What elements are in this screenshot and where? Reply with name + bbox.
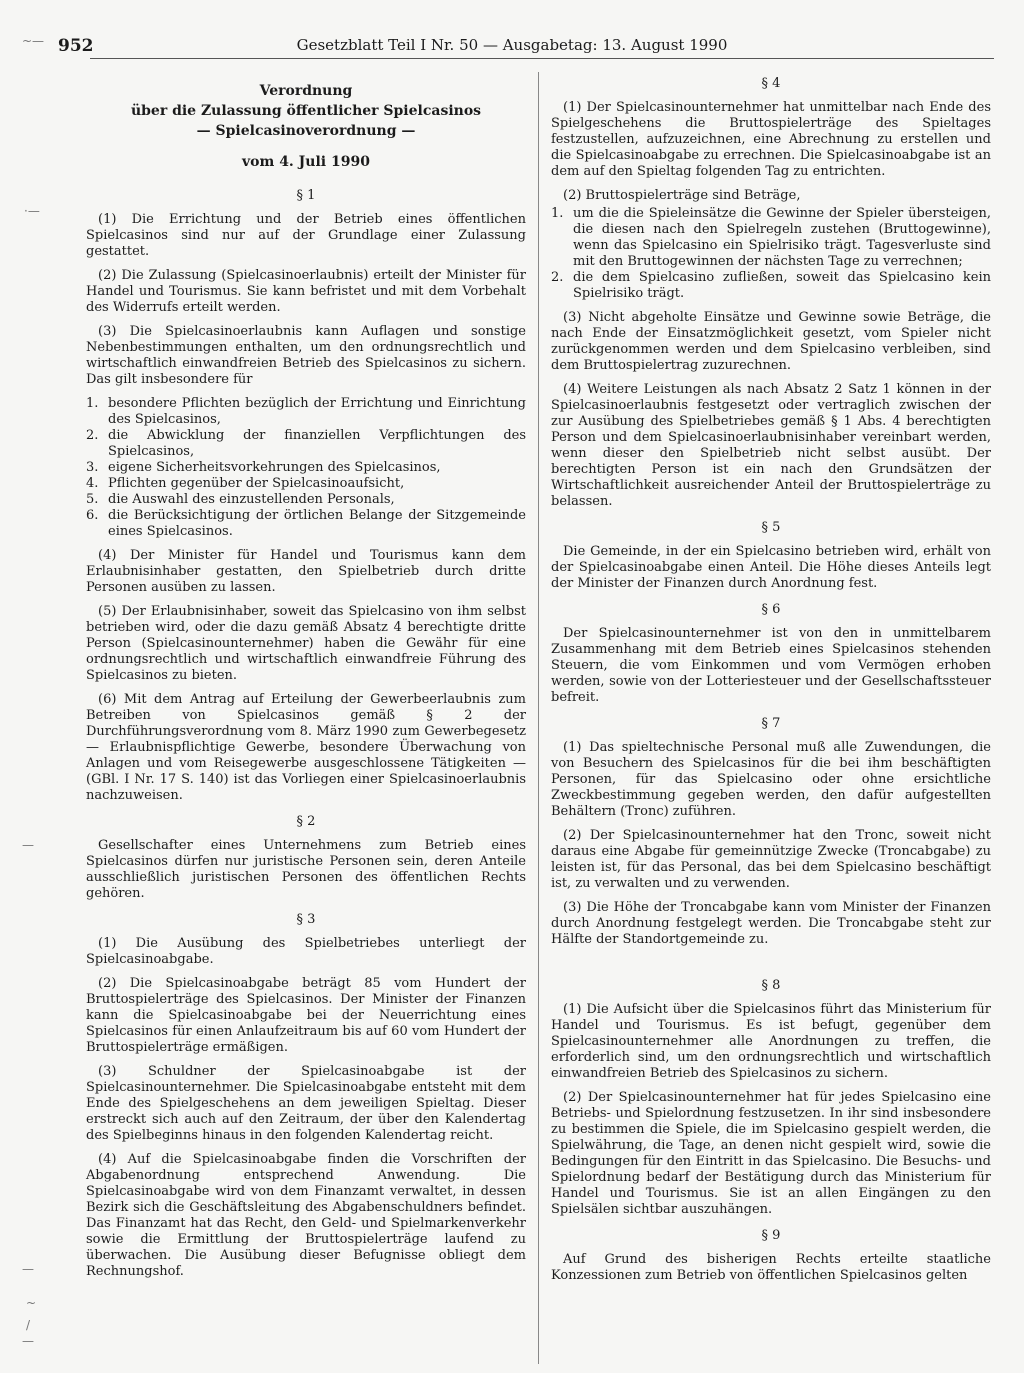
paragraph: (1) Der Spielcasinounternehmer hat unmittelbar nach Ende des Spielgeschehens die Bruttospielerträge des Spieltages festzustellen, aufzuzeichnen, eine Abrechnung zu erstellen und die Spielcasinoabgabe zu errechnen. Die Spielcasinoabgabe ist an dem auf den Spieltag folgenden Tag zu entrichten.	[551, 100, 991, 179]
paragraph: Der Spielcasinounternehmer ist von den in unmittelbarem Zusammenhang mit dem Betrieb eines Spielcasinos stehenden Steuern, die vom Einkommen und vom Vermögen erhoben werden, sowie von der Lotteriesteuer und der Gesellschaftssteuer befreit.	[551, 626, 991, 705]
paragraph: (4) Auf die Spielcasinoabgabe finden die Vorschriften der Abgabenordnung entsprechend Anwendung. Die Spielcasinoabgabe wird von dem Finanzamt verwaltet, in dessen Bezirk sich die Geschäftsleitung des Abgabenschuldners befindet. Das Finanzamt hat das Recht, den Geld- und Spielmarkenverkehr sowie die Ermittlung der Bruttospielerträge laufend zu überwachen. Die Ausübung dieser Befugnisse obliegt dem Rechnungshof.	[86, 1152, 526, 1279]
ordinance-subtitle: über die Zulassung öffentlicher Spielcasinos	[130, 103, 482, 119]
list-item: 2. die Abwicklung der finanziellen Verpflichtungen des Spielcasinos,	[86, 428, 526, 459]
list-item: 5. die Auswahl des einzustellenden Personals,	[86, 492, 395, 507]
left-column	[86, 80, 526, 1288]
paragraph: (3) Schuldner der Spielcasinoabgabe ist der Spielcasinounternehmer. Die Spielcasinoabgabe entsteht mit dem Ende des Spielgeschehens an dem jeweiligen Spieltag. Dieser erstreckt sich auch auf den Zeitraum, der über den Kalendertag des Spielbeginns hinaus in den folgenden Kalendertag reicht.	[86, 1064, 526, 1143]
margin-mark: ·—	[24, 204, 40, 218]
list-item: 1. um die die Spieleinsätze die Gewinne der Spieler übersteigen, die diesen nach den Spielregeln zustehen (Bruttogewinne), wenn das Spielcasino ein Spielrisiko trägt. Tagesverluste sind mit den Bruttogewinnen der nächsten Tage zu verrechnen;	[551, 206, 991, 269]
ordinance-date: vom 4. Juli 1990	[242, 154, 370, 170]
enumerated-list	[86, 396, 526, 540]
paragraph: Die Gemeinde, in der ein Spielcasino betrieben wird, erhält von der Spielcasinoabgabe einen Anteil. Die Höhe dieses Anteils legt der Minister der Finanzen durch Anordnung fest.	[551, 544, 991, 591]
section-heading: § 2	[296, 814, 316, 829]
paragraph: (5) Der Erlaubnisinhaber, soweit das Spielcasino von ihm selbst betrieben wird, oder die dazu gemäß Absatz 4 berechtigte dritte Person (Spielcasinounternehmer) haben die Gewähr für eine ordnungsrechtlich und wirtschaftlich einwandfreie Führung des Spielcasinos zu bieten.	[86, 604, 526, 683]
margin-mark: —	[22, 1334, 34, 1348]
section-heading: § 7	[761, 716, 781, 731]
paragraph: Gesellschafter eines Unternehmens zum Betrieb eines Spielcasinos dürfen nur juristische Personen sein, deren Anteile ausschließlich juristischen Personen des öffentlichen Rechts gehören.	[86, 838, 526, 901]
paragraph: (1) Das spieltechnische Personal muß alle Zuwendungen, die von Besuchern des Spielcasinos für die bei ihm beschäftigten Personen, für das Spielcasino oder ohne ersichtliche Zweckbestimmung gegeben werden, den dafür aufgestellten Behältern (Tronc) zuführen.	[551, 740, 991, 819]
paragraph: (4) Weitere Leistungen als nach Absatz 2 Satz 1 können in der Spielcasinoerlaubnis festgesetzt oder vertraglich zwischen der zur Ausübung des Spielbetriebes gemäß § 1 Abs. 4 berechtigten Person und dem Spielcasinoerlaubnisinhaber vereinbart werden, wenn dieser den Spielbetrieb nicht selbst ausübt. Der berechtigten Person ist ein nach den Grundsätzen der Wirtschaftlichkeit ausreichender Anteil der Bruttospielerträge zu belassen.	[551, 382, 991, 509]
ordinance-title: Verordnung	[259, 83, 353, 99]
section-heading: § 4	[761, 76, 781, 91]
page-number: 952	[58, 36, 94, 56]
margin-mark: —	[22, 838, 34, 852]
paragraph: (2) Die Zulassung (Spielcasinoerlaubnis) erteilt der Minister für Handel und Tourismus. Sie kann befristet und mit dem Vorbehalt des Widerrufs erteilt werden.	[86, 268, 526, 315]
column-divider	[538, 72, 539, 1364]
margin-mark: ~	[26, 1296, 37, 1310]
paragraph: (1) Die Errichtung und der Betrieb eines öffentlichen Spielcasinos sind nur auf der Grundlage einer Zulassung gestattet.	[86, 212, 526, 259]
list-item: 1. besondere Pflichten bezüglich der Errichtung und Einrichtung des Spielcasinos,	[86, 396, 526, 427]
paragraph: (3) Die Spielcasinoerlaubnis kann Auflagen und sonstige Nebenbestimmungen enthalten, um den ordnungsrechtlich und wirtschaftlich einwandfreien Betrieb des Spielcasinos zu sichern. Das gilt insbesondere für	[86, 324, 526, 387]
section-heading: § 5	[761, 520, 781, 535]
paragraph: (3) Die Höhe der Troncabgabe kann vom Minister der Finanzen durch Anordnung festgelegt werden. Die Troncabgabe steht zur Hälfte der Standortgemeinde zu.	[551, 900, 991, 947]
paragraph: (4) Der Minister für Handel und Tourismus kann dem Erlaubnisinhaber gestatten, den Spielbetrieb durch dritte Personen ausüben zu lassen.	[86, 548, 526, 595]
paragraph: (2) Der Spielcasinounternehmer hat den Tronc, soweit nicht daraus eine Abgabe für gemeinnützige Zwecke (Troncabgabe) zu leisten ist, für das Personal, das bei dem Spielcasino beschäftigt ist, zu verwalten und zu verwenden.	[551, 828, 991, 891]
section-heading: § 1	[296, 188, 316, 203]
list-item: 4. Pflichten gegenüber der Spielcasinoaufsicht,	[86, 476, 405, 491]
running-header: Gesetzblatt Teil I Nr. 50 — Ausgabetag: 13. August 1990	[296, 36, 728, 54]
margin-mark: ~—	[22, 34, 45, 48]
paragraph: (3) Nicht abgeholte Einsätze und Gewinne sowie Beträge, die nach Ende der Einsatzmöglichkeit gesetzt, vom Spieler nicht zurückgenommen werden und dem Spielcasino verbleiben, sind dem Bruttospielertrag zuzurechnen.	[551, 310, 991, 373]
section-heading: § 6	[761, 602, 781, 617]
list-item: 2. die dem Spielcasino zufließen, soweit das Spielcasino kein Spielrisiko trägt.	[551, 270, 991, 301]
paragraph: Auf Grund des bisherigen Rechts erteilte staatliche Konzessionen zum Betrieb von öffentlichen Spielcasinos gelten	[551, 1252, 991, 1283]
paragraph: (6) Mit dem Antrag auf Erteilung der Gewerbeerlaubnis zum Betreiben von Spielcasinos gemäß § 2 der Durchführungsverordnung vom 8. März 1990 zum Gewerbegesetz — Erlaubnispflichtige Gewerbe, besondere Überwachung von Anlagen und vom Reisegewerbe ausgeschlossene Tätigkeiten — (GBl. I Nr. 17 S. 140) ist das Vorliegen einer Spielcasinoerlaubnis nachzuweisen.	[86, 692, 526, 803]
ordinance-short-title: — Spielcasinoverordnung —	[196, 123, 416, 139]
section-heading: § 9	[761, 1228, 781, 1243]
paragraph: (2) Bruttospielerträge sind Beträge,	[563, 188, 801, 203]
paragraph: (1) Die Ausübung des Spielbetriebes unterliegt der Spielcasinoabgabe.	[86, 936, 526, 967]
paragraph: (1) Die Aufsicht über die Spielcasinos führt das Ministerium für Handel und Tourismus. Es ist befugt, gegenüber dem Spielcasinounternehmer alle Anordnungen zu treffen, die erforderlich sind, um den ordnungsrechtlich und wirtschaftlich einwandfreien Betrieb des Spielcasinos zu sichern.	[551, 1002, 991, 1081]
enumerated-list	[551, 206, 991, 302]
header-rule	[90, 58, 994, 59]
list-item: 3. eigene Sicherheitsvorkehrungen des Spielcasinos,	[86, 460, 441, 475]
section-heading: § 3	[296, 912, 316, 927]
margin-mark: —	[22, 1262, 34, 1276]
paragraph: (2) Der Spielcasinounternehmer hat für jedes Spielcasino eine Betriebs- und Spielordnung festzusetzen. In ihr sind insbesondere zu bestimmen die Spiele, die im Spielcasino gespielt werden, die Spielwährung, die Tage, an denen nicht gespielt wird, sowie die Bedingungen für den Eintritt in das Spielcasino. Die Besuchs- und Spielordnung bedarf der Bestätigung durch das Ministerium für Handel und Tourismus. Sie ist an allen Eingängen zu den Spielsälen sichtbar auszuhängen.	[551, 1090, 991, 1217]
margin-mark: /	[26, 1318, 31, 1332]
list-item: 6. die Berücksichtigung der örtlichen Belange der Sitzgemeinde eines Spielcasinos.	[86, 508, 526, 539]
right-column	[551, 76, 991, 1292]
section-heading: § 8	[761, 978, 781, 993]
paragraph: (2) Die Spielcasinoabgabe beträgt 85 vom Hundert der Bruttospielerträge des Spielcasinos. Der Minister der Finanzen kann die Spielcasinoabgabe bei der Neuerrichtung eines Spielcasinos für einen Anlaufzeitraum bis auf 60 vom Hundert der Bruttospielerträge ermäßigen.	[86, 976, 526, 1055]
